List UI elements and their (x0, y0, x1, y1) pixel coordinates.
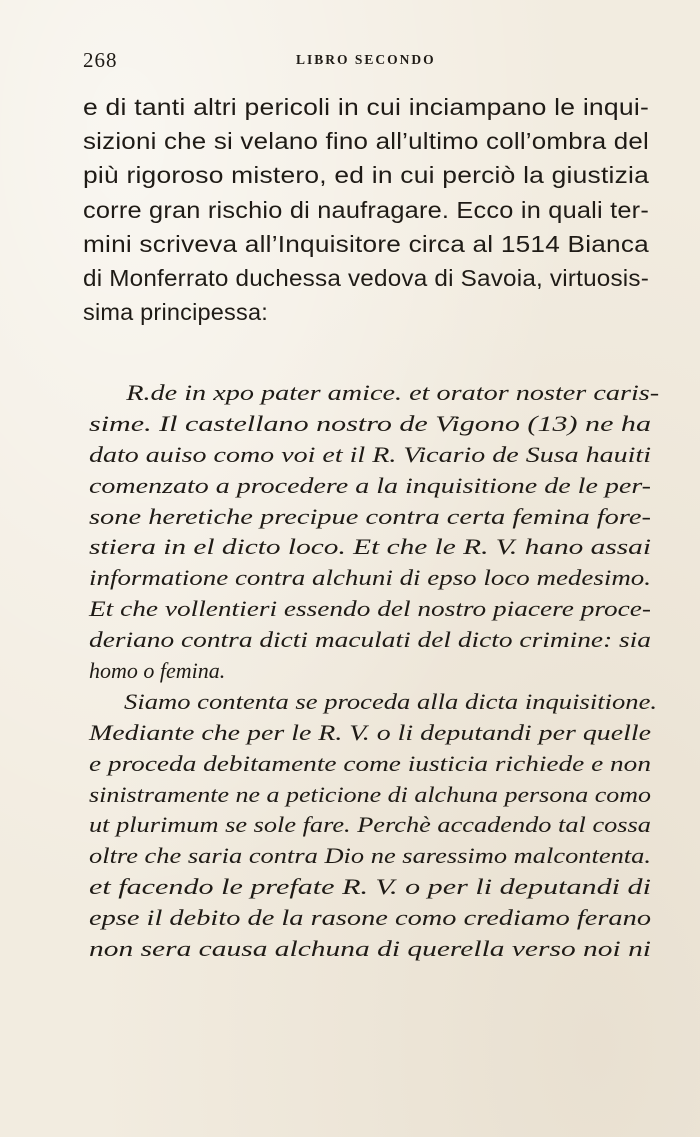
text-line: e di tanti altri pericoli in cui inciampano le inqui- (83, 94, 650, 120)
text-line: più rigoroso mistero, ed in cui perciò la giustizia (83, 162, 650, 189)
letter-line: R.de in xpo pater amice. et orator noster caris- (126, 380, 660, 405)
letter-line: informatione contra alchuni di epso loco medesimo. (89, 565, 652, 591)
letter-line: stiera in el dicto loco. Et che le R. V. hano assai (89, 534, 652, 560)
body-paragraph (83, 90, 649, 329)
running-title: LIBRO SECONDO (296, 52, 436, 67)
letter-line: e proceda debitamente come iusticia richiede e non (89, 750, 651, 776)
page-number: 268 (83, 48, 118, 72)
letter-line: homo o femina. (89, 658, 226, 684)
text-line: sizioni che si velano fino all’ultimo coll’ombra del (83, 128, 649, 155)
quoted-letter (89, 378, 660, 965)
letter-line: sinistramente ne a peticione di alchuna persona como (89, 781, 651, 807)
letter-line: dato auiso como voi et il R. Vicario de Susa hauiti (89, 441, 652, 467)
letter-line: sime. Il castellano nostro de Vigono (13) ne ha (89, 410, 652, 436)
letter-line: Siamo contenta se proceda alla dicta inquisitione. (124, 688, 658, 714)
running-head (83, 48, 649, 72)
letter-line: ut plurimum se sole fare. Perchè accadendo tal cossa (89, 812, 651, 838)
letter-line: comenzato a procedere a la inquisitione de le per- (89, 472, 651, 498)
letter-line: deriano contra dicti maculati del dicto crimine: sia (89, 627, 651, 653)
text-line: mini scriveva all’Inquisitore circa al 1514 Bianca (83, 230, 649, 257)
text-line: sima principessa: (83, 299, 268, 326)
letter-line: non sera causa alchuna di querella verso noi ni (89, 936, 652, 962)
letter-line: et facendo le prefate R. V. o per li deputandi di (89, 874, 651, 900)
letter-line: sone heretiche precipue contra certa femina fore- (89, 503, 651, 529)
letter-line: epse il debito de la rasone como crediamo ferano (89, 905, 652, 931)
text-line: di Monferrato duchessa vedova di Savoia, virtuosis- (83, 264, 650, 291)
letter-line: oltre che saria contra Dio ne saressimo malcontenta. (89, 843, 651, 869)
letter-line: Et che vollentieri essendo del nostro piacere proce- (89, 596, 651, 622)
letter-line: Mediante che per le R. V. o li deputandi per quelle (89, 719, 652, 745)
text-line: corre gran rischio di naufragare. Ecco in quali ter- (83, 196, 650, 223)
